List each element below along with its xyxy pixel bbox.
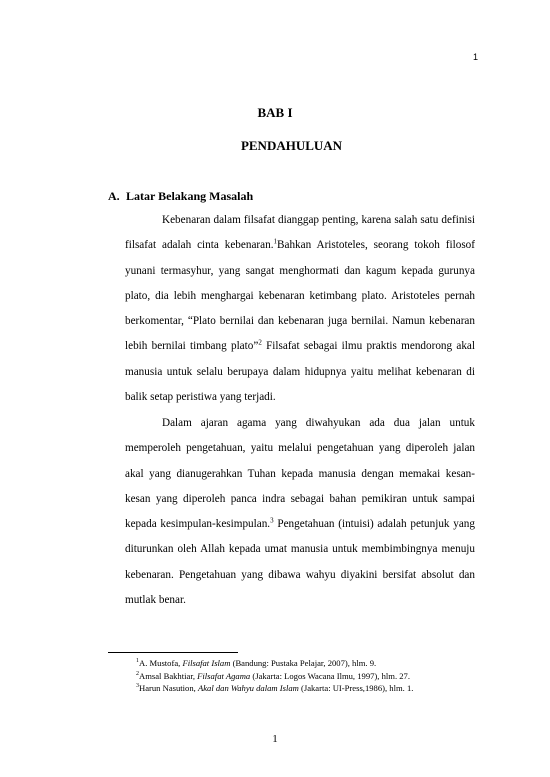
paragraph-2 [125,411,475,613]
footnote-3-author: Harun Nasution, [139,683,198,693]
paragraph-2-sentence-1: Dalam ajaran agama yang diwahyukan ada dua jalan untuk memperoleh pengetahuan, yaitu melalui pengetahuan yang diperoleh jalan akal yang dianugerahkan Tuhan kepada manusia dengan memakai kesan-kesan yang diperoleh panca indra sebagai bahan pemikiran untuk sampai kepada kesimpulan-kesimpulan. [125,417,475,531]
footnote-3-details: (Jakarta: UI-Press,1986), hlm. 1. [298,683,414,693]
paragraph-2-sentence-2: Pengetahuan (intuisi) adalah petunjuk yang diturunkan oleh Allah kepada umat manusia untuk membimbingnya menuju kebenaran. Pengetahuan yang dibawa wahyu diyakini bersifat absolut dan mutlak benar. [125,518,475,607]
footnote-2-number: 2 [136,670,139,677]
footnote-1-title: Filsafat Islam [182,658,231,668]
footnote-3-title: Akal dan Wahyu dalam Islam [197,683,299,693]
footnote-ref-1[interactable]: 1 [273,237,278,246]
paragraph-1-sentence-3: Filsafat sebagai ilmu praktis mendorong akal manusia untuk selalu berupaya dalam hidupnya yaitu melihat kebenaran di balik setap peristiwa yang terjadi. [125,340,475,404]
footnote-2 [136,670,476,683]
footnote-1-details: (Bandung: Pustaka Pelajar, 2007), hlm. 9. [230,658,377,668]
footnote-3-number: 3 [136,683,139,690]
footnote-ref-3[interactable]: 3 [270,516,274,525]
footnote-separator [108,652,238,653]
footnote-3 [136,682,476,695]
footnote-1 [136,657,476,670]
section-letter: A. [108,189,120,203]
paragraph-1 [125,208,475,410]
footnote-1-author: A. Mustofa, [139,658,183,668]
footer-page-number: 1 [272,733,278,745]
footnote-2-author: Amsal Bakhtiar, [139,670,198,681]
chapter-label: BAB I [257,105,293,120]
header-page-number: 1 [472,52,478,62]
footnote-ref-2[interactable]: 2 [258,338,262,347]
paragraph-1-text [125,208,475,410]
footnotes [136,657,476,695]
paragraph-2-text [125,411,475,613]
section-heading [108,189,253,204]
footnote-2-details: (Jakarta: Logos Wacana Ilmu, 1997), hlm. 27. [250,670,410,681]
paragraph-1-sentence-1: Kebenaran dalam filsafat dianggap penting, karena salah satu definisi filsafat adalah cinta kebenaran. [125,214,475,252]
section-title: Latar Belakang Masalah [126,189,254,203]
paragraph-1-sentence-2: Bahkan Aristoteles, seorang tokoh filosof yunani termasyhur, yang sangat menghormati dan kagum kepada gurunya plato, dia lebih menghargai kebenaran ketimbang plato. Aristoteles pernah berkomentar, “Plato bernilai dan kebenaran juga bernilai. Namun kebenaran lebih bernilai timbang plato” [125,239,475,353]
footnote-1-number: 1 [136,658,139,665]
footnote-2-title: Filsafat Agama [197,670,251,681]
chapter-title: PENDAHULUAN [240,138,343,153]
